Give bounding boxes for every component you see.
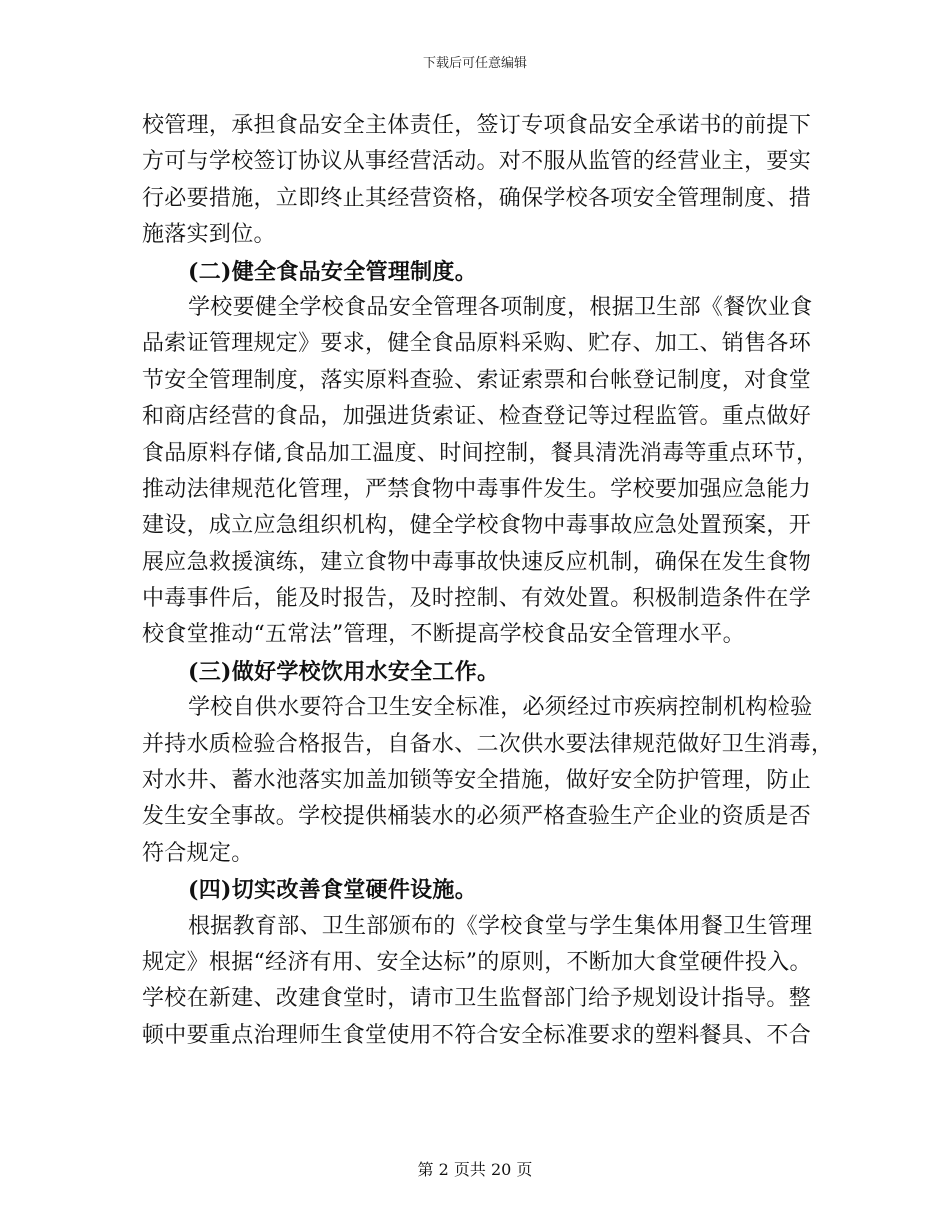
paragraph — [142, 690, 834, 872]
text-line: 校食堂推动“五常法”管理，不断提高学校食品安全管理水平。 — [142, 622, 745, 648]
paragraph — [142, 290, 819, 654]
text-line: 施落实到位。 — [142, 222, 276, 248]
section-heading: (三)做好学校饮用水安全工作。 — [188, 658, 500, 685]
page-footer: 第 2 页共 20 页 — [417, 1160, 533, 1179]
text-line: 展应急救援演练，建立食物中毒事故快速反应机制，确保在发生食物 — [142, 549, 812, 575]
text-line: 学校要健全学校食品安全管理各项制度，根据卫生部《餐饮业食 — [188, 294, 813, 320]
text-line: 根据教育部、卫生部颁布的《学校食堂与学生集体用餐卫生管理 — [188, 913, 813, 939]
text-line: 方可与学校签订协议从事经营活动。对不服从监管的经营业主，要实 — [142, 149, 812, 175]
paragraph — [142, 108, 810, 254]
paragraph — [142, 909, 813, 1055]
text-line: 建设，成立应急组织机构，健全学校食物中毒事故应急处置预案，开 — [142, 513, 812, 539]
page-header: 下载后可任意编辑 — [422, 56, 527, 71]
text-line: 中毒事件后，能及时报告，及时控制、有效处置。积极制造条件在学 — [142, 586, 812, 612]
text-line: 品索证管理规定》要求，健全食品原料采购、贮存、加工、销售各环 — [142, 331, 812, 357]
text-line: 和商店经营的食品，加强进货索证、检查登记等过程监管。重点做好 — [142, 404, 812, 430]
text-line: 学校在新建、改建食堂时，请市卫生监督部门给予规划设计指导。整 — [142, 986, 812, 1012]
text-line: 顿中要重点治理师生食堂使用不符合安全标准要求的塑料餐具、不合 — [142, 1022, 812, 1048]
text-line: 推动法律规范化管理，严禁食物中毒事件发生。学校要加强应急能力 — [142, 476, 812, 502]
text-line: 学校自供水要符合卫生安全标准，必须经过市疾病控制机构检验 — [188, 695, 813, 721]
text-line: 符合规定。 — [142, 840, 254, 866]
text-line: 节安全管理制度，落实原料查验、索证索票和台帐登记制度，对食堂 — [142, 367, 812, 393]
text-line: 规定》根据“经济有用、安全达标”的原则，不断加大食堂硬件投入。 — [142, 949, 812, 975]
text-line: 并持水质检验合格报告，自备水、二次供水要法律规范做好卫生消毒， — [142, 731, 834, 757]
document-body — [142, 108, 834, 1054]
text-line: 对水井、蓄水池落实加盖加锁等安全措施，做好安全防护管理，防止 — [142, 768, 812, 794]
section-heading: (四)切实改善食堂硬件设施。 — [188, 877, 478, 904]
text-line: 发生安全事故。学校提供桶装水的必须严格查验生产企业的资质是否 — [142, 804, 812, 830]
text-line: 食品原料存储,食品加工温度、时间控制，餐具清洗消毒等重点环节， — [142, 440, 819, 466]
text-line: 行必要措施，立即终止其经营资格，确保学校各项安全管理制度、措 — [142, 185, 812, 211]
section-heading: (二)健全食品安全管理制度。 — [188, 258, 478, 285]
text-line: 校管理，承担食品安全主体责任，签订专项食品安全承诺书的前提下 — [142, 113, 812, 138]
